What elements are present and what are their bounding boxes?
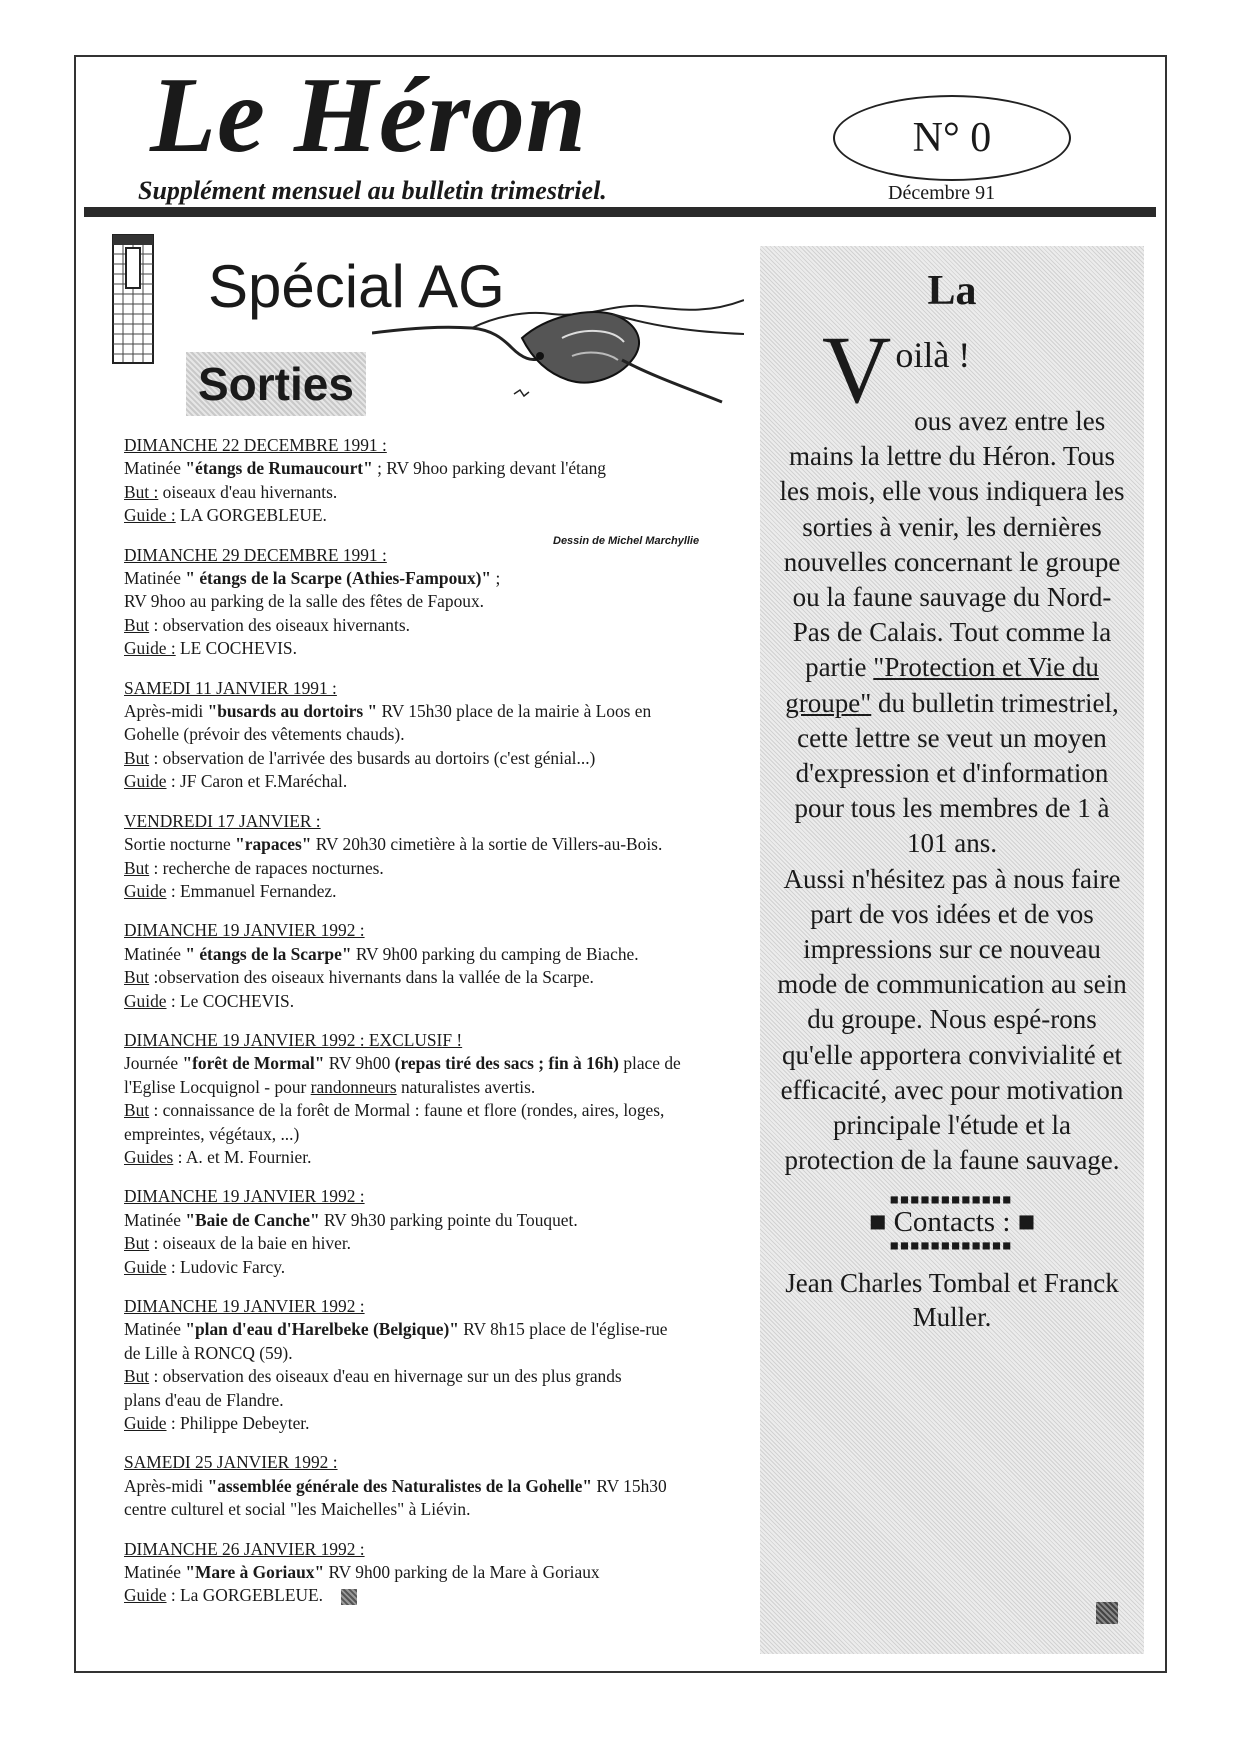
drop-cap: V <box>822 316 892 423</box>
contacts-block <box>760 1192 1144 1334</box>
guide-label: Guide <box>124 880 167 901</box>
dots-divider: ■■■■■■■■■■■■ <box>890 1238 1014 1253</box>
event-text: Gohelle (prévoir des vêtements chauds). <box>124 724 405 745</box>
sorties-heading: Sorties <box>186 352 366 416</box>
goal-text: : observation des oiseaux d'eau en hivernage sur un des plus grands <box>149 1366 622 1387</box>
event-text: RV 9h00 parking du camping de Biache. <box>351 943 639 964</box>
newsletter-title: Le Héron <box>150 56 587 175</box>
event-date: DIMANCHE 26 JANVIER 1992 : <box>124 1538 365 1559</box>
goal-label: But <box>124 857 150 878</box>
goal-text: plans d'eau de Flandre. <box>124 1389 284 1410</box>
event-item <box>124 1185 754 1279</box>
sidebar-text: Aussi n'hésitez pas à nous faire part de vos idées et de vos impressions sur ce nouveau mode de communication au sein du groupe. Nous espé-rons qu'elle apportera convivialité et efficacité, avec pour motivation principale l'étude et la protection de la faune sauvage. <box>777 863 1127 1176</box>
guide-label: Guides <box>124 1146 174 1167</box>
event-title: "plan d'eau d'Harelbeke (Belgique)" <box>185 1319 459 1340</box>
guide-text: : A. et M. Fournier. <box>173 1146 312 1167</box>
event-date: DIMANCHE 19 JANVIER 1992 : EXCLUSIF ! <box>124 1029 463 1050</box>
event-text: RV 9h00 <box>324 1053 395 1074</box>
event-text: Matinée <box>124 458 186 479</box>
event-text: ; <box>491 568 501 589</box>
goal-label: But : <box>124 481 159 502</box>
guide-text: : Philippe Debeyter. <box>166 1413 310 1434</box>
guide-text: : Le COCHEVIS. <box>166 990 295 1011</box>
event-text: l'Eglise Locquignol - pour <box>124 1076 311 1097</box>
guide-label: Guide <box>124 990 167 1011</box>
guide-text: : JF Caron et F.Maréchal. <box>166 771 348 792</box>
event-text: Journée <box>124 1053 183 1074</box>
event-text: de Lille à RONCQ (59). <box>124 1342 293 1363</box>
sidebar-reference: "Protection et Vie du groupe" <box>785 652 1099 718</box>
masthead-rule <box>84 207 1156 217</box>
event-text: Matinée <box>124 943 186 964</box>
goal-text: : connaissance de la forêt de Mormal : faune et flore (rondes, aires, loges, <box>149 1100 665 1121</box>
sidebar-la: La <box>927 268 977 314</box>
event-text: naturalistes avertis. <box>396 1076 536 1097</box>
heron-drawing-icon <box>372 298 744 428</box>
event-date: VENDREDI 17 JANVIER : <box>124 810 321 831</box>
event-text: RV 9hoo au parking de la salle des fêtes de Fapoux. <box>124 591 485 612</box>
event-title: "busards au dortoirs " <box>207 701 378 722</box>
guide-label: Guide <box>124 1256 167 1277</box>
goal-text: empreintes, végétaux, ...) <box>124 1123 300 1144</box>
goal-text: oiseaux d'eau hivernants. <box>158 481 338 502</box>
event-text: RV 9h00 parking de la Mare à Goriaux <box>324 1562 600 1583</box>
guide-text: : Emmanuel Fernandez. <box>166 880 337 901</box>
events-list <box>124 434 754 1624</box>
contact-names: Jean Charles Tombal et Franck Muller. <box>785 1268 1119 1333</box>
goal-text: : recherche de rapaces nocturnes. <box>149 857 384 878</box>
event-date: SAMEDI 25 JANVIER 1992 : <box>124 1452 338 1473</box>
goal-text: : oiseaux de la baie en hiver. <box>149 1233 351 1254</box>
event-text: RV 9h30 parking pointe du Touquet. <box>319 1209 578 1230</box>
event-note: (repas tiré des sacs ; fin à 16h) <box>394 1053 619 1074</box>
event-text: randonneurs <box>310 1076 397 1097</box>
guide-label: Guide <box>124 1585 167 1606</box>
event-title: "Baie de Canche" <box>185 1209 320 1230</box>
event-text: RV 20h30 cimetière à la sortie de Villers-au-Bois. <box>311 834 663 855</box>
event-text: RV 8h15 place de l'église-rue <box>458 1319 668 1340</box>
drawing-credit: Dessin de Michel Marchyllie <box>553 535 700 547</box>
sidebar-voila-text: oilà ! <box>895 335 971 375</box>
guide-text: : La GORGEBLEUE. <box>166 1585 324 1606</box>
event-title: "étangs de Rumaucourt" <box>185 458 373 479</box>
goal-label: But <box>124 1100 150 1121</box>
event-text: Après-midi <box>124 1475 208 1496</box>
event-date: DIMANCHE 19 JANVIER 1992 : <box>124 920 365 941</box>
event-text: centre culturel et social "les Maichelles" à Liévin. <box>124 1499 471 1520</box>
event-title: "forêt de Mormal" <box>182 1053 325 1074</box>
guide-label: Guide <box>124 771 167 792</box>
editorial-sidebar <box>760 246 1144 1654</box>
goal-label: But <box>124 614 150 635</box>
event-title: " étangs de la Scarpe" <box>185 943 352 964</box>
event-title: "assemblée générale des Naturalistes de la Gohelle" <box>207 1475 593 1496</box>
sidebar-text: du bulletin trimestriel, cette lettre se veut un moyen d'expression et d'information pour tous les membres de 1 à 101 ans. <box>794 687 1119 859</box>
contacts-title: ■ Contacts : ■ <box>868 1206 1036 1239</box>
issue-date: Décembre 91 <box>888 182 996 204</box>
event-item <box>124 677 754 794</box>
event-item <box>124 810 754 904</box>
event-text: Matinée <box>124 1209 186 1230</box>
event-title: " étangs de la Scarpe (Athies-Fampoux)" <box>185 568 492 589</box>
event-item <box>124 544 754 661</box>
guide-label: Guide <box>124 1413 167 1434</box>
event-text: RV 15h30 <box>592 1475 667 1496</box>
guide-label: Guide : <box>124 638 176 659</box>
event-item <box>124 1029 754 1169</box>
end-mark-icon <box>1096 1602 1118 1624</box>
event-text: place de <box>618 1053 681 1074</box>
contacts-label: Contacts : <box>893 1206 1011 1239</box>
issue-number: N° 0 <box>833 95 1071 181</box>
sidebar-body <box>760 404 1144 1178</box>
event-text: Matinée <box>124 1319 186 1340</box>
event-item <box>124 1451 754 1521</box>
guide-text: : Ludovic Farcy. <box>166 1256 286 1277</box>
sidebar-text: ous avez entre les mains la lettre du Héron. Tous les mois, elle vous indiquera les sorties à venir, les dernières nouvelles concernant le groupe ou la faune sauvage du Nord-Pas de Calais. Tout comme la partie <box>779 406 1125 683</box>
goal-text: : observation de l'arrivée des busards au dortoirs (c'est génial...) <box>149 747 596 768</box>
event-date: DIMANCHE 22 DECEMBRE 1991 : <box>124 435 387 455</box>
tower-icon <box>112 234 154 364</box>
event-title: "Mare à Goriaux" <box>185 1562 325 1583</box>
event-text: Matinée <box>124 568 186 589</box>
goal-text: :observation des oiseaux hivernants dans la vallée de la Scarpe. <box>149 967 594 988</box>
event-date: DIMANCHE 19 JANVIER 1992 : <box>124 1296 365 1316</box>
event-item <box>124 919 754 1013</box>
newsletter-subtitle: Supplément mensuel au bulletin trimestriel. <box>138 176 607 205</box>
event-item <box>124 434 754 528</box>
goal-text: : observation des oiseaux hivernants. <box>149 614 410 635</box>
guide-text: LE COCHEVIS. <box>175 638 297 659</box>
sidebar-voila <box>760 316 1144 423</box>
event-item <box>124 1538 754 1608</box>
guide-text: LA GORGEBLEUE. <box>175 505 327 526</box>
end-mark-icon <box>341 1589 357 1605</box>
event-text: Après-midi <box>124 701 208 722</box>
event-item <box>124 1295 754 1435</box>
event-date: DIMANCHE 29 DECEMBRE 1991 : <box>124 544 387 565</box>
event-text: Sortie nocturne <box>124 834 236 855</box>
goal-label: But <box>124 1366 150 1387</box>
event-date: SAMEDI 11 JANVIER 1991 : <box>124 677 337 698</box>
goal-label: But <box>124 967 150 988</box>
event-text: RV 15h30 place de la mairie à Loos en <box>377 701 652 722</box>
event-date: DIMANCHE 19 JANVIER 1992 : <box>124 1186 365 1207</box>
special-ag-heading: Spécial AG <box>208 253 505 320</box>
goal-label: But <box>124 747 150 768</box>
event-title: "rapaces" <box>235 834 312 855</box>
event-text: ; RV 9hoo parking devant l'étang <box>372 458 607 479</box>
event-text: Matinée <box>124 1562 186 1583</box>
goal-label: But <box>124 1233 150 1254</box>
guide-label: Guide : <box>124 505 176 526</box>
dots-divider: ■■■■■■■■■■■■ <box>890 1192 1014 1207</box>
